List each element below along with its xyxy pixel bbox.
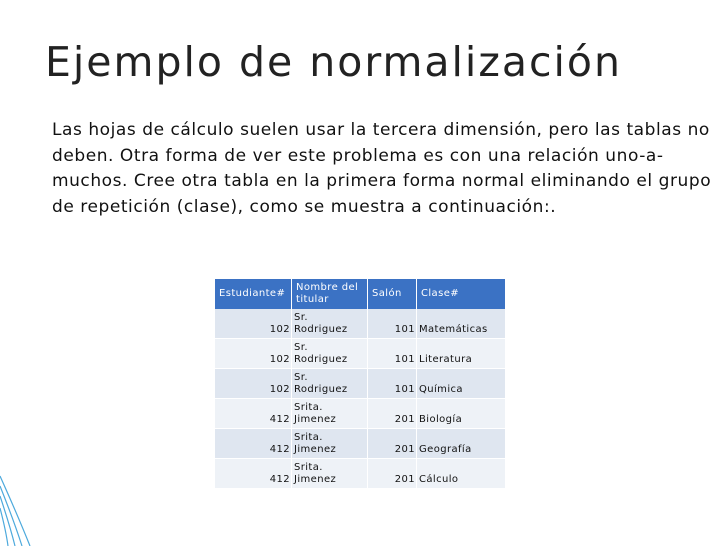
table-row — [215, 339, 505, 369]
cell-room: 201 — [368, 459, 417, 489]
professor-name: Jimenez — [294, 444, 337, 455]
cell-professor — [292, 459, 368, 489]
professor-title: Sr. — [294, 372, 308, 383]
cell-room: 101 — [368, 369, 417, 399]
header-class: Clase# — [417, 279, 506, 309]
slide-title: Ejemplo de normalización — [45, 38, 622, 86]
table-row — [215, 369, 505, 399]
cell-student: 412 — [215, 459, 292, 489]
header-room: Salón — [368, 279, 417, 309]
cell-class: Geografía — [417, 429, 506, 459]
cell-student: 102 — [215, 369, 292, 399]
table-row — [215, 399, 505, 429]
professor-title: Srita. — [294, 402, 323, 413]
professor-name: Jimenez — [294, 474, 337, 485]
header-professor: Nombre del titular — [292, 279, 368, 309]
table-header-row — [215, 279, 505, 309]
cell-professor — [292, 369, 368, 399]
cell-room: 201 — [368, 399, 417, 429]
professor-title: Sr. — [294, 312, 308, 323]
cell-room: 101 — [368, 339, 417, 369]
cell-class: Cálculo — [417, 459, 506, 489]
cell-professor — [292, 429, 368, 459]
professor-name: Rodriguez — [294, 354, 348, 365]
normalization-table — [215, 279, 505, 489]
professor-title: Srita. — [294, 462, 323, 473]
table-row — [215, 309, 505, 339]
professor-title: Srita. — [294, 432, 323, 443]
header-student: Estudiante# — [215, 279, 292, 309]
cell-room: 101 — [368, 309, 417, 339]
professor-name: Jimenez — [294, 414, 337, 425]
table-row — [215, 459, 505, 489]
cell-professor — [292, 339, 368, 369]
cell-class: Biología — [417, 399, 506, 429]
cell-class: Matemáticas — [417, 309, 506, 339]
professor-title: Sr. — [294, 342, 308, 353]
cell-professor — [292, 309, 368, 339]
table-row — [215, 429, 505, 459]
cell-student: 102 — [215, 339, 292, 369]
corner-decoration — [0, 456, 40, 546]
cell-student: 102 — [215, 309, 292, 339]
professor-name: Rodriguez — [294, 324, 348, 335]
cell-professor — [292, 399, 368, 429]
professor-name: Rodriguez — [294, 384, 348, 395]
cell-student: 412 — [215, 429, 292, 459]
cell-student: 412 — [215, 399, 292, 429]
body-paragraph: Las hojas de cálculo suelen usar la tercera dimensión, pero las tablas no deben. Otra forma de ver este problema es con una relación uno-a-muchos. Cree otra tabla en la primera forma normal eliminando el grupo de repetición (clase), como se muestra a continuación:. — [52, 120, 712, 217]
cell-class: Química — [417, 369, 506, 399]
cell-room: 201 — [368, 429, 417, 459]
cell-class: Literatura — [417, 339, 506, 369]
